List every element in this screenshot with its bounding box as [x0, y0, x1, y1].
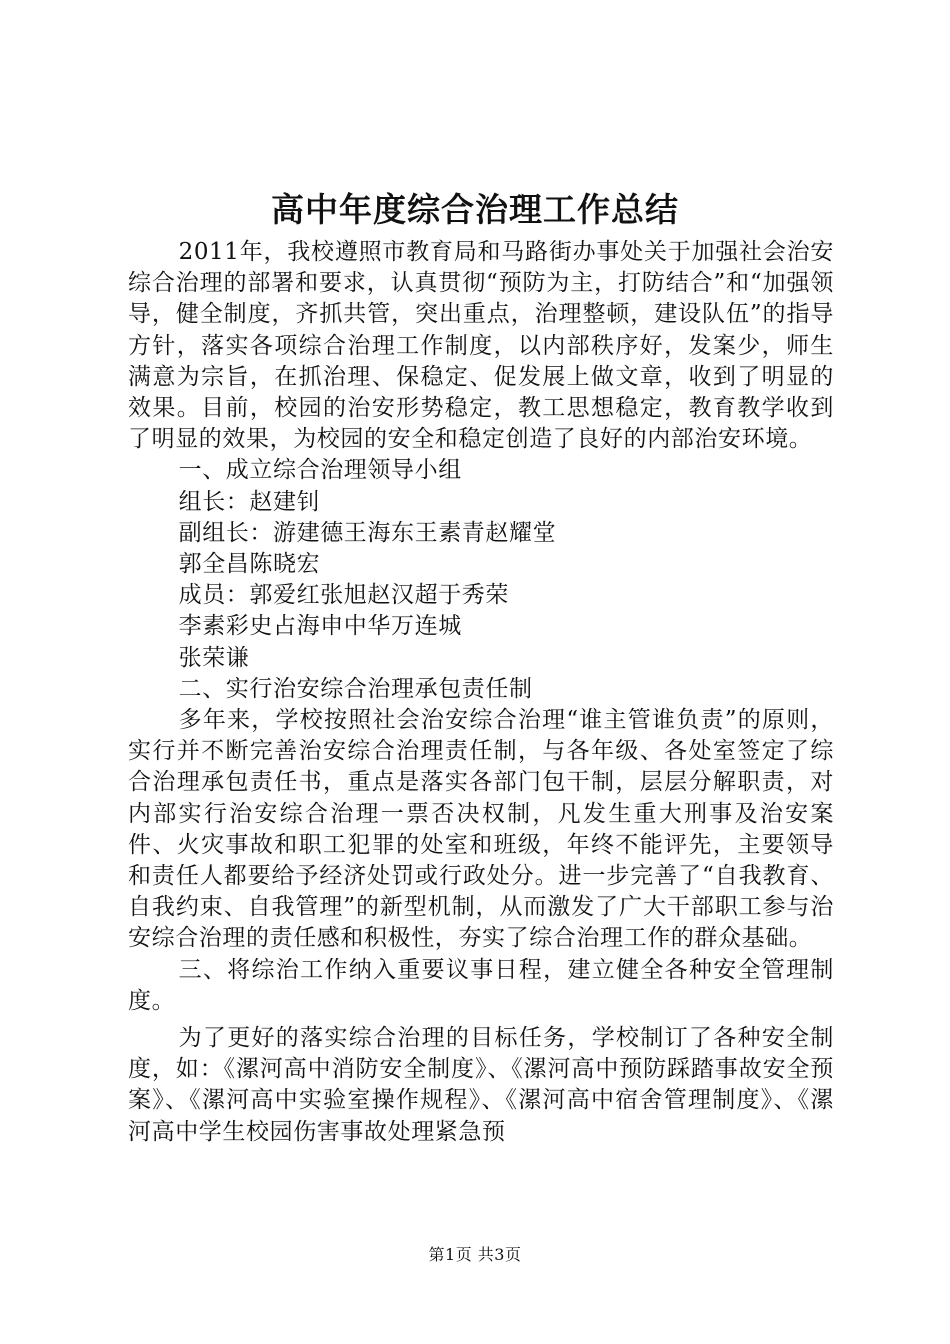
page-number-footer: 第1页 共3页: [428, 1245, 522, 1264]
leader-line: 组长：赵建钊: [178, 488, 321, 515]
section-heading-1: 一、成立综合治理领导小组: [178, 457, 462, 484]
section-heading-3: 三、将综治工作纳入重要议事日程，建立健全各种安全管理制度。: [128, 956, 834, 1014]
deputy-leader-line-continued: 郭全昌陈晓宏: [178, 551, 321, 578]
paragraph-intro: 2011年，我校遵照市教育局和马路街办事处关于加强社会治安综合治理的部署和要求，认真贯彻“预防为主，打防结合”和“加强领导，健全制度，齐抓共管，突出重点，治理整顿，建设队伍”的指导方针，落实各项综合治理工作制度，以内部秩序好，发案少，师生满意为宗旨，在抓治理、保稳定、促发展上做文章，收到了明显的效果。目前，校园的治安形势稳定，教工思想稳定，教育教学收到了明显的效果，为校园的安全和稳定创造了良好的内部治安环境。: [128, 239, 834, 453]
members-line-continued: 李素彩史占海申中华万连城: [178, 613, 462, 640]
paragraph-safety-rules: 为了更好的落实综合治理的目标任务，学校制订了各种安全制度，如：《漯河高中消防安全制度》、《漯河高中预防踩踏事故安全预案》、《漯河高中实验室操作规程》、《漯河高中宿舍管理制度》、《漯河高中学生校园伤害事故处理紧急预: [128, 1025, 834, 1145]
document-body: [128, 237, 834, 1148]
document-title: 高中年度综合治理工作总结: [271, 190, 679, 229]
members-line: 成员：郭爱红张旭赵汉超于秀荣: [178, 582, 509, 609]
section-heading-2: 二、实行治安综合治理承包责任制: [178, 675, 533, 702]
members-line-final: 张荣谦: [178, 644, 250, 671]
paragraph-responsibility: 多年来，学校按照社会治安综合治理“谁主管谁负责”的原则，实行并不断完善治安综合治理责任制，与各年级、各处室签定了综合治理承包责任书，重点是落实各部门包干制，层层分解职责，对内部实行治安综合治理一票否决权制，凡发生重大刑事及治安案件、火灾事故和职工犯罪的处室和班级，年终不能评先，主要领导和责任人都要给予经济处罚或行政处分。进一步完善了“自我教育、自我约束、自我管理”的新型机制，从而激发了广大干部职工参与治安综合治理的责任感和积极性，夯实了综合治理工作的群众基础。: [128, 707, 834, 952]
deputy-leader-line: 副组长：游建德王海东王素青赵耀堂: [178, 519, 557, 546]
